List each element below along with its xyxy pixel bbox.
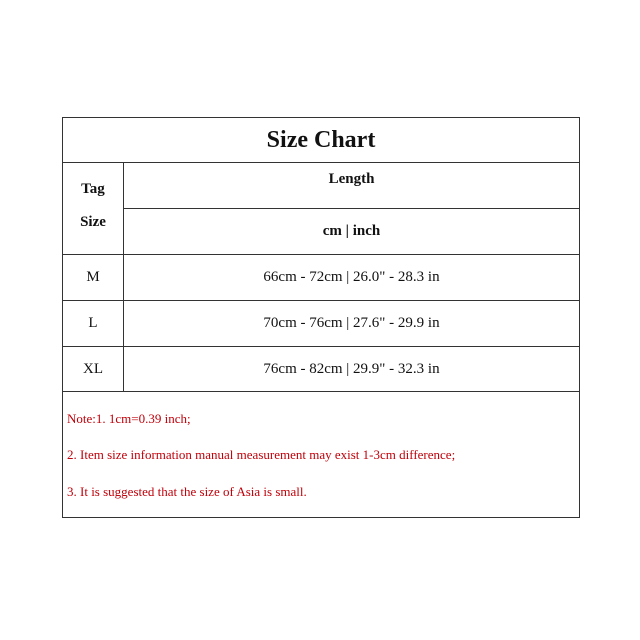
tag-header-line1: Tag: [81, 181, 105, 197]
note-3: 3. It is suggested that the size of Asia is small.: [67, 484, 307, 499]
size-cell-l: L: [63, 301, 123, 347]
size-chart: [62, 117, 580, 518]
notes-section: [63, 392, 579, 518]
length-cell-xl: 76cm - 82cm | 29.9" - 32.3 in: [263, 361, 440, 377]
length-header: [124, 163, 579, 209]
tag-size-header: [63, 163, 123, 255]
size-table: [63, 163, 579, 392]
unit-header: cm | inch: [124, 209, 579, 255]
size-cell-m: M: [63, 255, 123, 301]
length-cell-l: 70cm - 76cm | 27.6" - 29.9 in: [124, 301, 579, 347]
size-cell-xl: XL: [83, 361, 103, 377]
tag-size-column: [63, 163, 124, 391]
tag-header-line2: Size: [80, 214, 106, 230]
length-column: [124, 163, 579, 391]
length-header-label: Length: [328, 171, 375, 187]
note-2: 2. Item size information manual measurement may exist 1-3cm difference;: [67, 447, 456, 462]
chart-title: Size Chart: [63, 118, 579, 163]
length-cell-m: 66cm - 72cm | 26.0" - 28.3 in: [124, 255, 579, 301]
note-1: Note:1. 1cm=0.39 inch;: [67, 411, 191, 426]
